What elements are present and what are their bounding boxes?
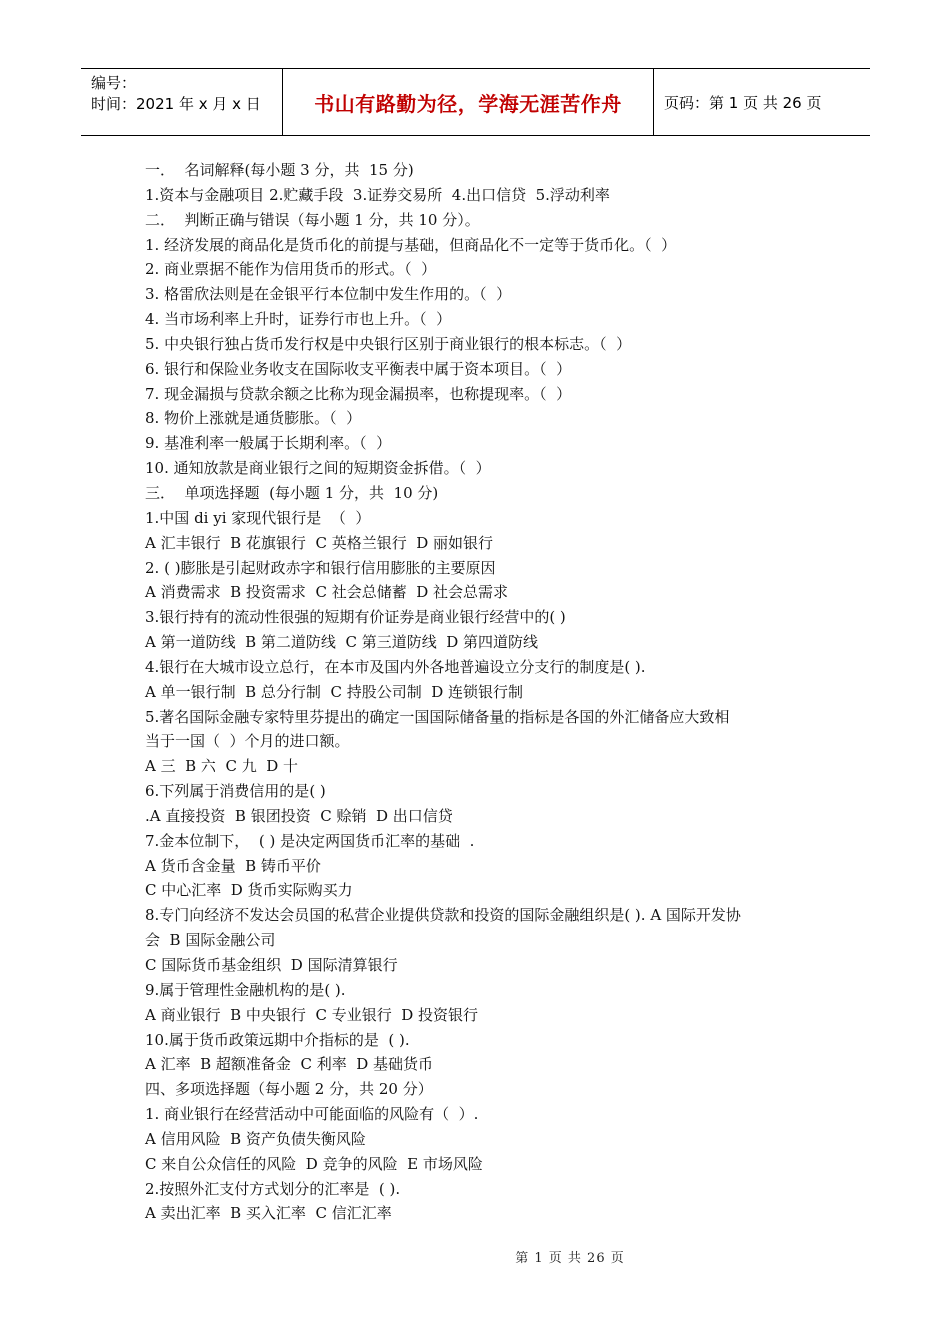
question-line: 2. ( )膨胀是引起财政赤字和银行信用膨胀的主要原因 bbox=[145, 558, 496, 577]
question-line: 6.下列属于消费信用的是( ) bbox=[145, 782, 326, 801]
answer-options: A 货币含金量 B 铸币平价 bbox=[145, 856, 321, 875]
answer-options: 会 B 国际金融公司 bbox=[145, 931, 276, 950]
question-line: 6. 银行和保险业务收支在国际收支平衡表中属于资本项目。（ ） bbox=[145, 359, 572, 378]
question-line: 7.金本位制下， ( ) 是决定两国货币汇率的基础 . bbox=[145, 831, 475, 850]
question-line: 3.银行持有的流动性很强的短期有价证券是商业银行经营中的( ) bbox=[145, 608, 566, 627]
answer-options: A 信用风险 B 资产负债失衡风险 bbox=[145, 1129, 366, 1148]
page-footer: 第 1 页 共 26 页 bbox=[515, 1251, 625, 1266]
header-motto: 书山有路勤为径，学海无涯苦作舟 bbox=[282, 69, 654, 135]
answer-options: A 卖出汇率 B 买入汇率 C 信汇汇率 bbox=[145, 1204, 392, 1223]
question-line: 4. 当市场利率上升时，证券行市也上升。（ ） bbox=[145, 310, 452, 329]
question-line: 1. 商业银行在经营活动中可能面临的风险有（ ）. bbox=[145, 1105, 479, 1124]
section-heading: 二． 判断正确与错误（每小题 1 分，共 10 分）。 bbox=[145, 210, 480, 229]
question-line: 8. 物价上涨就是通货膨胀。（ ） bbox=[145, 409, 362, 428]
header-page-info: 页码：第 1 页 共 26 页 bbox=[664, 93, 822, 112]
section-heading: 一． 名词解释(每小题 3 分，共 15 分) bbox=[145, 161, 414, 179]
question-line: 5. 中央银行独占货币发行权是中央银行区别于商业银行的根本标志。（ ） bbox=[145, 334, 632, 353]
question-line: 10. 通知放款是商业银行之间的短期资金拆借。（ ） bbox=[145, 459, 491, 478]
answer-options: C 中心汇率 D 货币实际购买力 bbox=[145, 881, 353, 900]
document-body bbox=[145, 158, 817, 1226]
answer-options: C 来自公众信任的风险 D 竞争的风险 E 市场风险 bbox=[145, 1154, 483, 1173]
document-number-label: 编号： bbox=[91, 74, 137, 92]
question-line: 2.按照外汇支付方式划分的汇率是 ( ). bbox=[145, 1179, 401, 1198]
question-line: 1. 经济发展的商品化是货币化的前提与基础，但商品化不一定等于货币化。（ ） bbox=[145, 235, 677, 254]
question-line: 10.属于货币政策远期中介指标的是 ( ). bbox=[145, 1030, 410, 1049]
question-line: 9. 基准利率一般属于长期利率。（ ） bbox=[145, 434, 392, 453]
answer-options: A 商业银行 B 中央银行 C 专业银行 D 投资银行 bbox=[145, 1005, 479, 1024]
question-line: 当于一国（ ）个月的进口额。 bbox=[145, 732, 350, 751]
answer-options: A 单一银行制 B 总分行制 C 持股公司制 D 连锁银行制 bbox=[145, 682, 524, 701]
document-date: 时间：2021 年 x 月 x 日 bbox=[91, 95, 261, 113]
answer-options: A 汇丰银行 B 花旗银行 C 英格兰银行 D 丽如银行 bbox=[145, 533, 494, 552]
question-line: 9.属于管理性金融机构的是( ). bbox=[145, 980, 346, 999]
question-line: 1.中国 di yi 家现代银行是 （ ） bbox=[145, 508, 371, 527]
page-header bbox=[81, 68, 870, 136]
answer-options: A 汇率 B 超额准备金 C 利率 D 基础货币 bbox=[145, 1055, 434, 1074]
question-line: 1.资本与金融项目 2.贮藏手段 3.证券交易所 4.出口信贷 5.浮动利率 bbox=[145, 185, 610, 204]
answer-options: A 三 B 六 C 九 D 十 bbox=[145, 757, 299, 776]
question-line: 5.著名国际金融专家特里芬提出的确定一国国际储备量的指标是各国的外汇储备应大致相 bbox=[145, 707, 730, 726]
answer-options: C 国际货币基金组织 D 国际清算银行 bbox=[145, 956, 398, 974]
answer-options: .A 直接投资 B 银团投资 C 赊销 D 出口信贷 bbox=[145, 806, 453, 825]
section-heading: 四、多项选择题（每小题 2 分，共 20 分） bbox=[145, 1080, 433, 1099]
question-line: 4.银行在大城市设立总行，在本市及国内外各地普遍设立分支行的制度是( ). bbox=[145, 657, 646, 676]
answer-options: A 消费需求 B 投资需求 C 社会总储蓄 D 社会总需求 bbox=[145, 583, 509, 602]
question-line: 7. 现金漏损与贷款余额之比称为现金漏损率，也称提现率。（ ） bbox=[145, 384, 572, 403]
header-meta bbox=[81, 69, 282, 135]
question-line: 8.专门向经济不发达会员国的私营企业提供贷款和投资的国际金融组织是( ). A 国际开发协 bbox=[145, 906, 741, 925]
question-line: 3. 格雷欣法则是在金银平行本位制中发生作用的。（ ） bbox=[145, 285, 512, 304]
question-line: 2. 商业票据不能作为信用货币的形式。（ ） bbox=[145, 260, 437, 279]
answer-options: A 第一道防线 B 第二道防线 C 第三道防线 D 第四道防线 bbox=[145, 633, 539, 652]
section-heading: 三． 单项选择题 (每小题 1 分，共 10 分) bbox=[145, 483, 439, 502]
